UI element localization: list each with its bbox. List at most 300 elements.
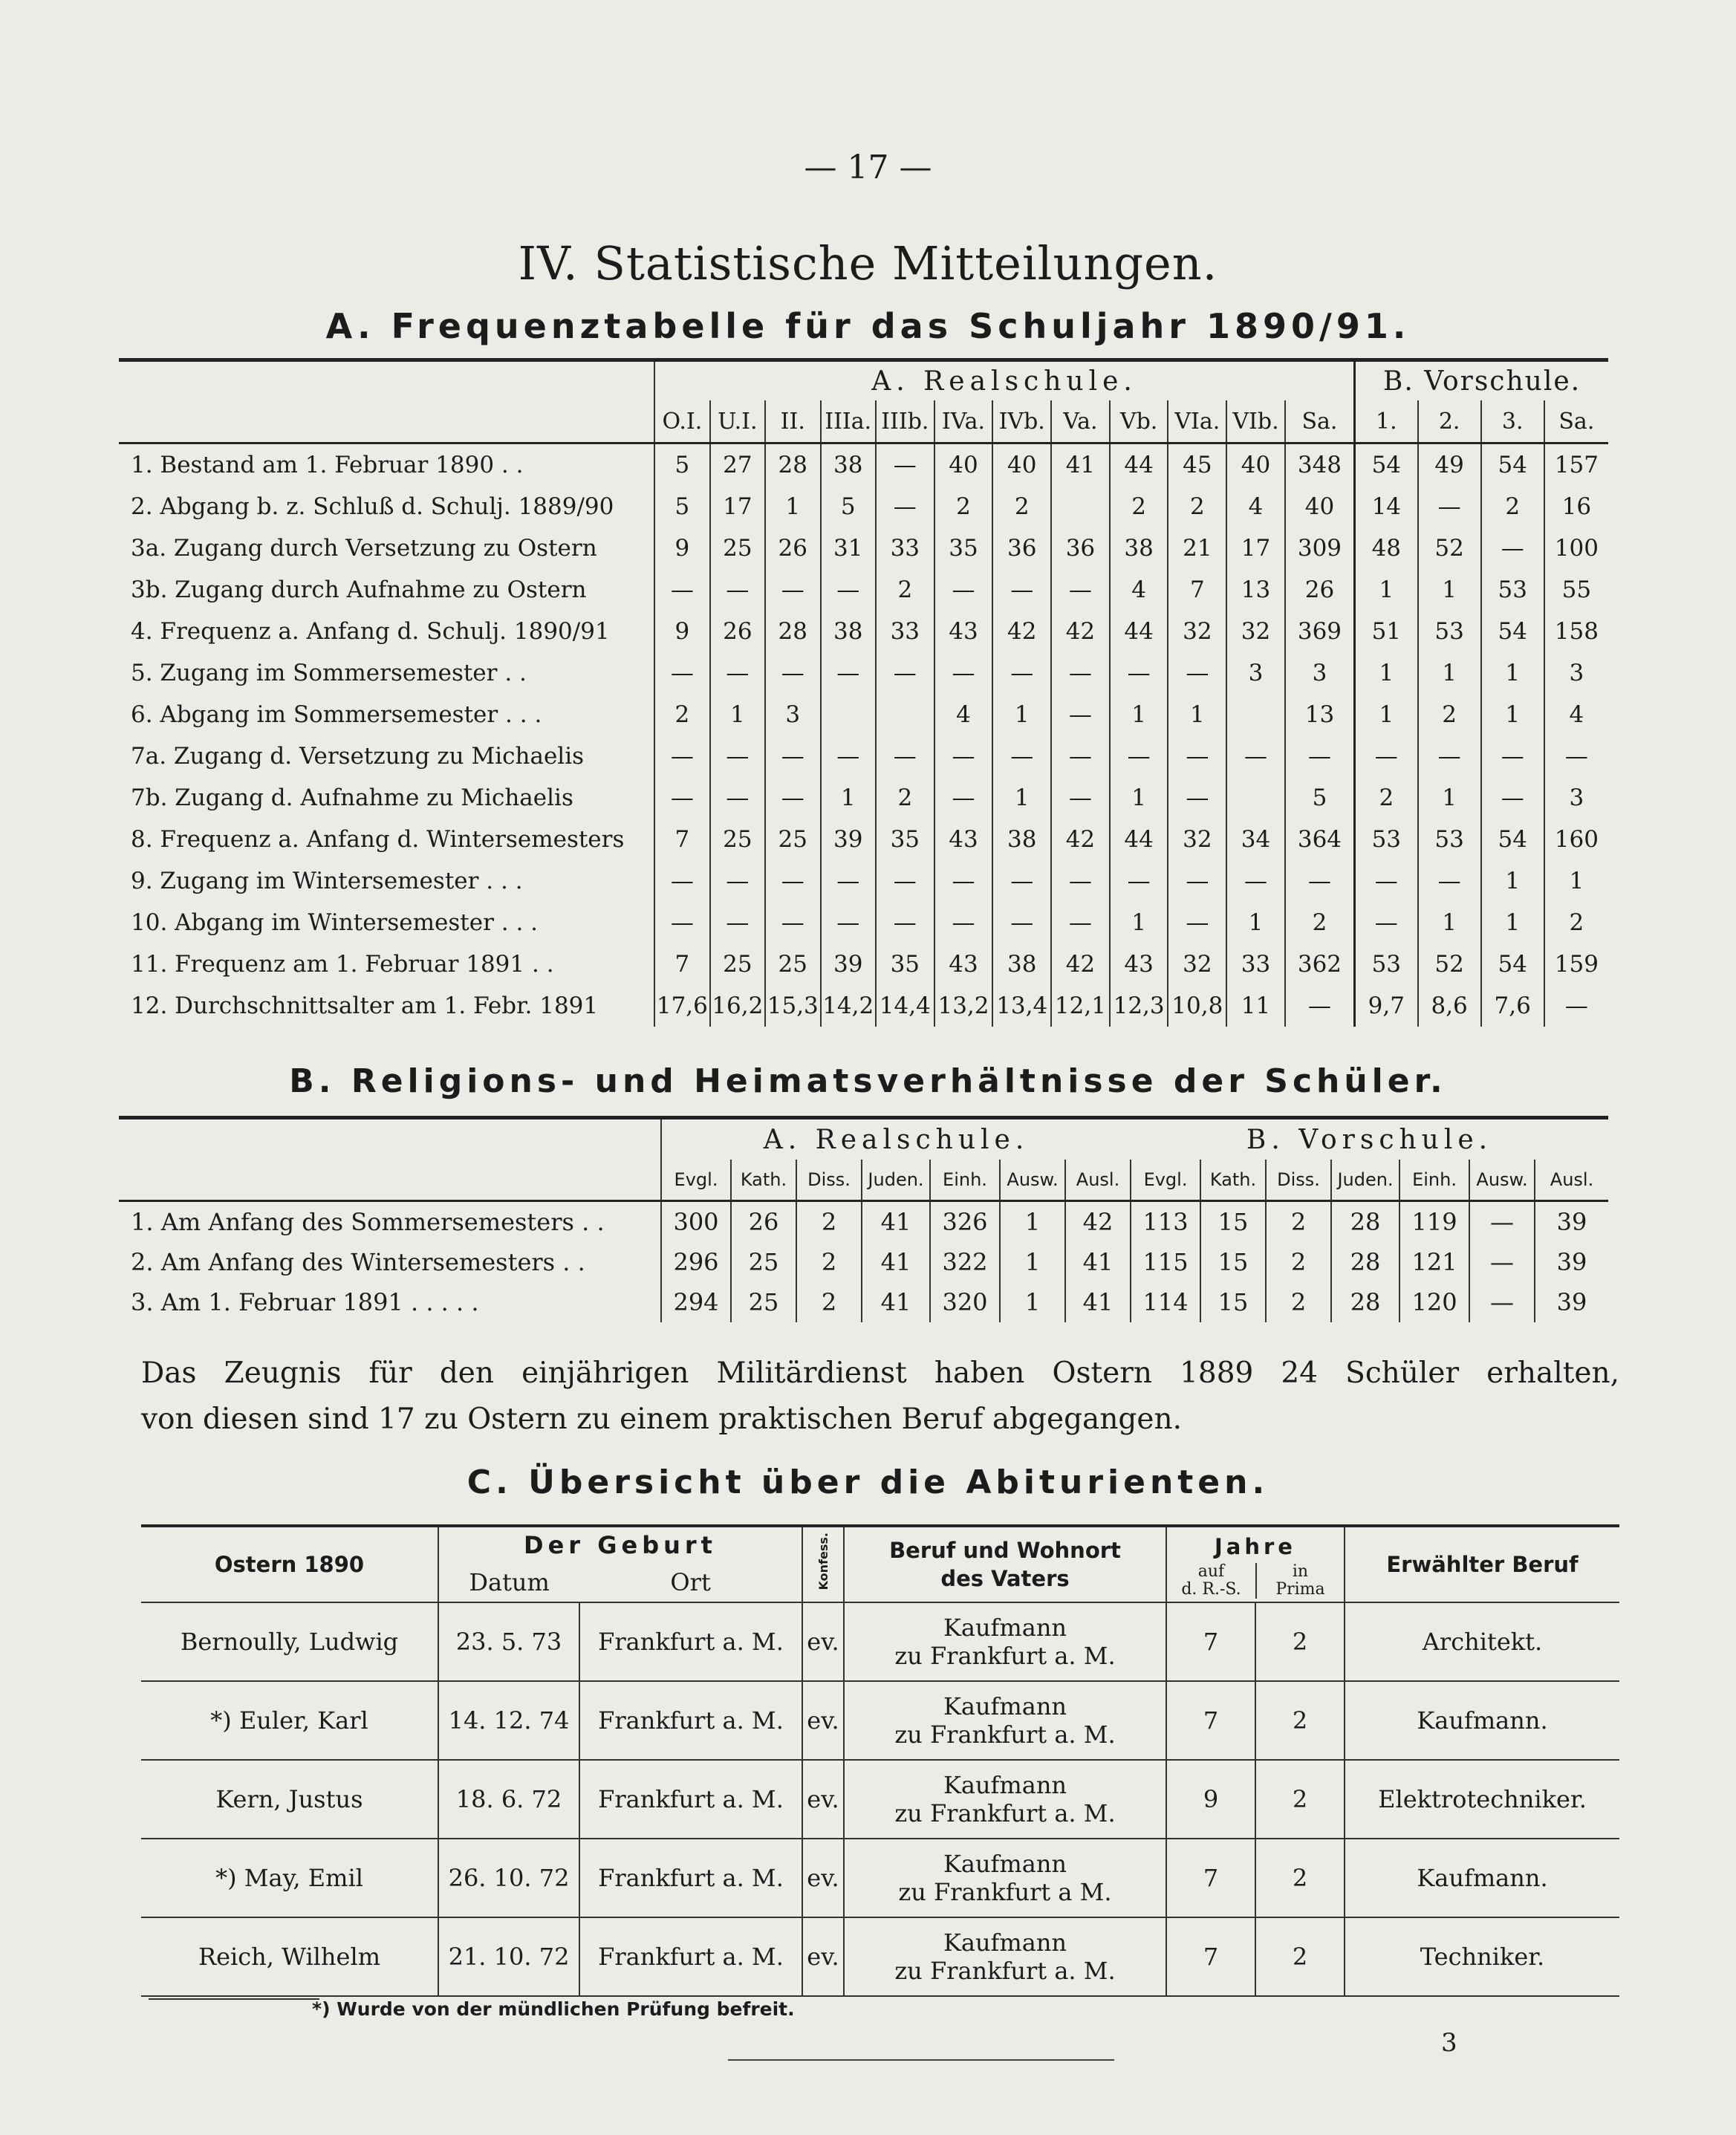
cell-value: 348 [1285, 443, 1355, 487]
col-header: Einh. [1399, 1160, 1469, 1201]
cell-value: 1 [1481, 652, 1544, 694]
cell-value: 1 [1000, 1242, 1065, 1282]
cell-value: 1 [1000, 1201, 1065, 1243]
birth-date: 18. 6. 72 [438, 1760, 579, 1839]
cell-value: 44 [1110, 611, 1168, 652]
col-konfession: Konfess. [816, 1533, 830, 1590]
cell-value: 13 [1226, 569, 1285, 611]
cell-value: — [992, 735, 1051, 777]
cell-value: 1 [1481, 694, 1544, 735]
birth-date: 23. 5. 73 [438, 1602, 579, 1681]
confession: ev. [802, 1602, 844, 1681]
cell-value: — [876, 443, 934, 487]
birth-date: 21. 10. 72 [438, 1917, 579, 1996]
cell-value: — [876, 486, 934, 527]
father-occupation [844, 1917, 1166, 1996]
table-row [119, 819, 1608, 860]
cell-value: — [654, 902, 709, 943]
col-header: VIa. [1168, 400, 1226, 443]
cell-value: — [934, 569, 993, 611]
cell-value: 1 [1418, 902, 1481, 943]
cell-value: 38 [821, 443, 876, 487]
cell-value: 158 [1544, 611, 1608, 652]
father-occupation-line1: Kaufmann [943, 1928, 1067, 1957]
table-row [119, 985, 1608, 1027]
cell-value: 1 [765, 486, 820, 527]
col-in: in [1292, 1562, 1309, 1581]
cell-value: — [1051, 569, 1110, 611]
cell-value: 5 [654, 486, 709, 527]
col-erwaehlter-beruf: Erwählter Beruf [1345, 1526, 1619, 1602]
cell-value: 41 [1051, 443, 1110, 487]
cell-value: 1 [1226, 902, 1285, 943]
father-occupation [844, 1760, 1166, 1839]
cell-value: — [654, 860, 709, 902]
table-row [119, 652, 1608, 694]
cell-value: 3 [1226, 652, 1285, 694]
cell-value: 1 [992, 777, 1051, 819]
cell-value: 294 [661, 1282, 731, 1322]
col-header: 3. [1481, 400, 1544, 443]
table-row [119, 1242, 1608, 1282]
cell-value: 53 [1481, 569, 1544, 611]
page-number: — 17 — [804, 149, 932, 186]
cell-value: — [1168, 652, 1226, 694]
birth-date: 26. 10. 72 [438, 1839, 579, 1917]
col-header: Diss. [796, 1160, 862, 1201]
cell-value: — [934, 902, 993, 943]
sheet-number: 3 [1441, 2028, 1457, 2058]
row-label: 6. Abgang im Sommersemester . . . [131, 701, 542, 728]
chosen-profession: Architekt. [1345, 1602, 1619, 1681]
cell-value: 14 [1355, 486, 1418, 527]
cell-value: 16 [1544, 486, 1608, 527]
cell-value: 2 [796, 1201, 862, 1243]
cell-value [876, 694, 934, 735]
cell-value: 52 [1418, 943, 1481, 985]
row-label: 3a. Zugang durch Versetzung zu Ostern [131, 535, 597, 562]
cell-value: 157 [1544, 443, 1608, 487]
cell-value: 33 [1226, 943, 1285, 985]
cell-value: 53 [1355, 819, 1418, 860]
cell-value: 33 [876, 611, 934, 652]
cell-value: 296 [661, 1242, 731, 1282]
cell-value: 7 [654, 943, 709, 985]
cell-value: 2 [876, 569, 934, 611]
cell-value: 1 [821, 777, 876, 819]
cell-value: 53 [1355, 943, 1418, 985]
row-label: 5. Zugang im Sommersemester . . [131, 660, 527, 686]
cell-value: — [992, 860, 1051, 902]
cell-value: 33 [876, 527, 934, 569]
cell-value: 12,1 [1051, 985, 1110, 1027]
cell-value: 32 [1168, 819, 1226, 860]
col-header: IVa. [934, 400, 993, 443]
cell-value: — [876, 652, 934, 694]
cell-value: 1 [1481, 860, 1544, 902]
years-prima: 2 [1255, 1839, 1345, 1917]
cell-value: 320 [930, 1282, 1000, 1322]
graduate-name: Reich, Wilhelm [141, 1917, 438, 1996]
col-header: U.I. [710, 400, 765, 443]
cell-value: 41 [862, 1242, 930, 1282]
row-label: 4. Frequenz a. Anfang d. Schulj. 1890/91 [131, 618, 610, 645]
table-row [141, 1917, 1619, 1996]
cell-value: 362 [1285, 943, 1355, 985]
father-occupation-line1: Kaufmann [943, 1614, 1067, 1642]
cell-value: 42 [1051, 943, 1110, 985]
cell-value: 36 [1051, 527, 1110, 569]
cell-value: 25 [710, 943, 765, 985]
cell-value: 11 [1226, 985, 1285, 1027]
cell-value: — [1168, 902, 1226, 943]
cell-value: 15 [1200, 1201, 1266, 1243]
years-realschule: 7 [1166, 1681, 1255, 1760]
father-occupation [844, 1681, 1166, 1760]
col-header: Evgl. [1131, 1160, 1200, 1201]
cell-value: — [710, 902, 765, 943]
col-header: Diss. [1266, 1160, 1331, 1201]
col-header: Va. [1051, 400, 1110, 443]
cell-value: 2 [1266, 1282, 1331, 1322]
cell-value: 1 [1110, 777, 1168, 819]
certificate-paragraph-line2: von diesen sind 17 zu Ostern zu einem praktischen Beruf abgegangen. [141, 1403, 1182, 1436]
cell-value: 25 [765, 819, 820, 860]
row-label: 9. Zugang im Wintersemester . . . [131, 868, 523, 894]
col-header: Einh. [930, 1160, 1000, 1201]
certificate-paragraph-line1: Das Zeugnis für den einjährigen Militärdienst haben Ostern 1889 24 Schüler erhalten, [141, 1356, 1619, 1390]
cell-value: — [1544, 985, 1608, 1027]
birth-date: 14. 12. 74 [438, 1681, 579, 1760]
cell-value: — [821, 569, 876, 611]
birth-place: Frankfurt a. M. [579, 1839, 802, 1917]
father-occupation [844, 1839, 1166, 1917]
years-realschule: 7 [1166, 1917, 1255, 1996]
graduate-name: *) Euler, Karl [141, 1681, 438, 1760]
chosen-profession: Kaufmann. [1345, 1681, 1619, 1760]
main-title: IV. Statistische Mitteilungen. [518, 236, 1218, 290]
cell-value: 1 [1355, 569, 1418, 611]
cell-value: 25 [710, 527, 765, 569]
cell-value: — [821, 652, 876, 694]
cell-value: 40 [992, 443, 1051, 487]
cell-value: 41 [1065, 1282, 1131, 1322]
cell-value: 15 [1200, 1242, 1266, 1282]
father-residence: zu Frankfurt a. M. [894, 1720, 1116, 1749]
cell-value: 43 [934, 611, 993, 652]
cell-value: 45 [1168, 443, 1226, 487]
cell-value: 48 [1355, 527, 1418, 569]
cell-value: — [1168, 777, 1226, 819]
col-der-geburt: Der Geburt [524, 1531, 717, 1559]
cell-value: 35 [876, 819, 934, 860]
cell-value: 7 [1168, 569, 1226, 611]
cell-value: 1 [1418, 777, 1481, 819]
cell-value: 43 [934, 943, 993, 985]
row-label: 1. Am Anfang des Sommersemesters . . [119, 1201, 661, 1243]
cell-value: — [934, 735, 993, 777]
col-beruf-line2: des Vaters [940, 1566, 1070, 1591]
cell-value: 39 [821, 819, 876, 860]
realschule-group-header: A. Realschule. [654, 360, 1354, 401]
cell-value: 28 [1331, 1242, 1399, 1282]
cell-value: 12,3 [1110, 985, 1168, 1027]
col-beruf-line1: Beruf und Wohnort [889, 1538, 1121, 1563]
cell-value: 2 [1110, 486, 1168, 527]
row-label: 12. Durchschnittsalter am 1. Febr. 1891 [131, 992, 599, 1019]
cell-value: — [765, 569, 820, 611]
cell-value: 17 [1226, 527, 1285, 569]
row-label: 7b. Zugang d. Aufnahme zu Michaelis [131, 784, 573, 811]
cell-value: 26 [710, 611, 765, 652]
cell-value [1226, 694, 1285, 735]
cell-value: 15 [1200, 1282, 1266, 1322]
cell-value: 4 [934, 694, 993, 735]
cell-value: — [765, 777, 820, 819]
cell-value: 2 [1544, 902, 1608, 943]
cell-value: 1 [1544, 860, 1608, 902]
cell-value: 39 [821, 943, 876, 985]
cell-value: — [710, 860, 765, 902]
cell-value: 21 [1168, 527, 1226, 569]
cell-value: 9,7 [1355, 985, 1418, 1027]
birth-place: Frankfurt a. M. [579, 1760, 802, 1839]
cell-value: 40 [1285, 486, 1355, 527]
cell-value: — [992, 652, 1051, 694]
cell-value: 28 [1331, 1201, 1399, 1243]
table-row [141, 1681, 1619, 1760]
cell-value: 42 [1051, 611, 1110, 652]
years-realschule: 7 [1166, 1602, 1255, 1681]
col-header: Ausl. [1535, 1160, 1608, 1201]
cell-value: 1 [1418, 652, 1481, 694]
cell-value: — [1051, 652, 1110, 694]
cell-value: 8,6 [1418, 985, 1481, 1027]
chosen-profession: Kaufmann. [1345, 1839, 1619, 1917]
cell-value: 1 [1000, 1282, 1065, 1322]
col-ort: Ort [670, 1568, 711, 1596]
cell-value: 13,4 [992, 985, 1051, 1027]
father-residence: zu Frankfurt a M. [898, 1878, 1112, 1906]
graduate-name: *) May, Emil [141, 1839, 438, 1917]
years-prima: 2 [1255, 1681, 1345, 1760]
graduate-name: Kern, Justus [141, 1760, 438, 1839]
cell-value: 32 [1168, 943, 1226, 985]
birth-place: Frankfurt a. M. [579, 1681, 802, 1760]
cell-value: 34 [1226, 819, 1285, 860]
cell-value: 44 [1110, 443, 1168, 487]
cell-value: 54 [1355, 443, 1418, 487]
col-auf: auf [1197, 1562, 1225, 1581]
cell-value: 32 [1226, 611, 1285, 652]
birth-place: Frankfurt a. M. [579, 1602, 802, 1681]
footnote: *) Wurde von der mündlichen Prüfung befreit. [312, 1998, 795, 2020]
cell-value: — [992, 569, 1051, 611]
cell-value: 5 [1285, 777, 1355, 819]
cell-value: 54 [1481, 443, 1544, 487]
cell-value: — [1110, 735, 1168, 777]
father-residence: zu Frankfurt a. M. [894, 1957, 1116, 1985]
cell-value: 25 [765, 943, 820, 985]
b-vorschule-header: B. Vorschule. [1246, 1124, 1493, 1155]
cell-value: 3 [765, 694, 820, 735]
cell-value: 54 [1481, 943, 1544, 985]
cell-value: — [1418, 860, 1481, 902]
cell-value: 42 [1065, 1201, 1131, 1243]
cell-value: — [876, 735, 934, 777]
cell-value: — [1051, 694, 1110, 735]
cell-value: 38 [821, 611, 876, 652]
b-realschule-header: A. Realschule. [661, 1118, 1131, 1160]
cell-value: — [710, 777, 765, 819]
cell-value: 7 [654, 819, 709, 860]
cell-value: — [934, 652, 993, 694]
cell-value: 35 [876, 943, 934, 985]
cell-value: — [1355, 902, 1418, 943]
table-row [119, 902, 1608, 943]
table-row [119, 943, 1608, 985]
cell-value: 38 [992, 819, 1051, 860]
cell-value: 2 [934, 486, 993, 527]
cell-value: — [821, 860, 876, 902]
col-header: 1. [1355, 400, 1418, 443]
cell-value: 28 [765, 443, 820, 487]
cell-value: 26 [765, 527, 820, 569]
cell-value: — [876, 902, 934, 943]
cell-value: 54 [1481, 611, 1544, 652]
cell-value: — [1481, 527, 1544, 569]
father-occupation-line1: Kaufmann [943, 1771, 1067, 1799]
col-header: IIIa. [821, 400, 876, 443]
col-jahre: Jahre [1215, 1534, 1296, 1559]
cell-value: 2 [1266, 1201, 1331, 1243]
cell-value: 1 [1481, 902, 1544, 943]
table-row [119, 611, 1608, 652]
cell-value: 13 [1285, 694, 1355, 735]
row-label: 2. Am Anfang des Wintersemesters . . [131, 1248, 585, 1276]
cell-value: — [1226, 735, 1285, 777]
col-header: O.I. [654, 400, 709, 443]
cell-value: 3 [1544, 777, 1608, 819]
cell-value: 43 [934, 819, 993, 860]
cell-value: — [1051, 735, 1110, 777]
cell-value: 113 [1131, 1201, 1200, 1243]
cell-value: — [1051, 860, 1110, 902]
col-header: Ausl. [1065, 1160, 1131, 1201]
cell-value: 309 [1285, 527, 1355, 569]
graduates-table [141, 1524, 1619, 1997]
cell-value: — [1544, 735, 1608, 777]
cell-value: — [1469, 1282, 1535, 1322]
cell-value: 120 [1399, 1282, 1469, 1322]
table-row [119, 694, 1608, 735]
cell-value: — [710, 569, 765, 611]
confession: ev. [802, 1760, 844, 1839]
cell-value: — [1285, 735, 1355, 777]
cell-value: 52 [1418, 527, 1481, 569]
birth-place: Frankfurt a. M. [579, 1917, 802, 1996]
cell-value: — [1355, 735, 1418, 777]
cell-value: 38 [992, 943, 1051, 985]
bottom-rule [728, 2059, 1114, 2061]
cell-value: 2 [1355, 777, 1418, 819]
footnote-rule [149, 1998, 319, 2000]
cell-value: 2 [654, 694, 709, 735]
col-header: II. [765, 400, 820, 443]
cell-value: 114 [1131, 1282, 1200, 1322]
cell-value: 39 [1535, 1282, 1608, 1322]
section-a-title: A. Frequenztabelle für das Schuljahr 1890/91. [325, 306, 1411, 346]
row-label: 7a. Zugang d. Versetzung zu Michaelis [131, 743, 585, 770]
cell-value: — [765, 735, 820, 777]
col-header: Ausw. [1000, 1160, 1065, 1201]
years-prima: 2 [1255, 1602, 1345, 1681]
col-header: IVb. [992, 400, 1051, 443]
table-row [119, 777, 1608, 819]
cell-value: 55 [1544, 569, 1608, 611]
row-label: 10. Abgang im Wintersemester . . . [131, 909, 539, 936]
table-row [119, 527, 1608, 569]
cell-value: — [1168, 860, 1226, 902]
cell-value: 40 [1226, 443, 1285, 487]
cell-value: — [992, 902, 1051, 943]
cell-value: 160 [1544, 819, 1608, 860]
cell-value: 300 [661, 1201, 731, 1243]
cell-value: 25 [710, 819, 765, 860]
cell-value: 9 [654, 611, 709, 652]
cell-value: 4 [1110, 569, 1168, 611]
cell-value: 5 [821, 486, 876, 527]
cell-value: 35 [934, 527, 993, 569]
cell-value: — [1051, 777, 1110, 819]
cell-value: 53 [1418, 819, 1481, 860]
cell-value [1226, 777, 1285, 819]
father-occupation-line1: Kaufmann [943, 1850, 1067, 1878]
cell-value: 36 [992, 527, 1051, 569]
cell-value: — [765, 902, 820, 943]
cell-value: 2 [1168, 486, 1226, 527]
cell-value: — [1051, 902, 1110, 943]
row-label: 3b. Zugang durch Aufnahme zu Ostern [131, 576, 587, 603]
col-header: Sa. [1285, 400, 1355, 443]
confession: ev. [802, 1917, 844, 1996]
col-header: 2. [1418, 400, 1481, 443]
years-prima: 2 [1255, 1917, 1345, 1996]
table-row [141, 1602, 1619, 1681]
cell-value: 13,2 [934, 985, 993, 1027]
cell-value: — [654, 777, 709, 819]
col-prima: Prima [1275, 1580, 1325, 1599]
cell-value: 2 [876, 777, 934, 819]
row-label: 1. Bestand am 1. Februar 1890 . . [119, 443, 654, 487]
col-header: Evgl. [661, 1160, 731, 1201]
cell-value: — [654, 569, 709, 611]
cell-value: — [1481, 735, 1544, 777]
cell-value: 15,3 [765, 985, 820, 1027]
cell-value: 41 [862, 1282, 930, 1322]
cell-value: 1 [992, 694, 1051, 735]
cell-value: 42 [1051, 819, 1110, 860]
cell-value: 121 [1399, 1242, 1469, 1282]
cell-value: 54 [1481, 819, 1544, 860]
cell-value: 27 [710, 443, 765, 487]
cell-value: — [1355, 860, 1418, 902]
graduate-name: Bernoully, Ludwig [141, 1602, 438, 1681]
cell-value: — [654, 735, 709, 777]
father-occupation [844, 1602, 1166, 1681]
col-header: Vb. [1110, 400, 1168, 443]
father-residence: zu Frankfurt a. M. [894, 1799, 1116, 1827]
